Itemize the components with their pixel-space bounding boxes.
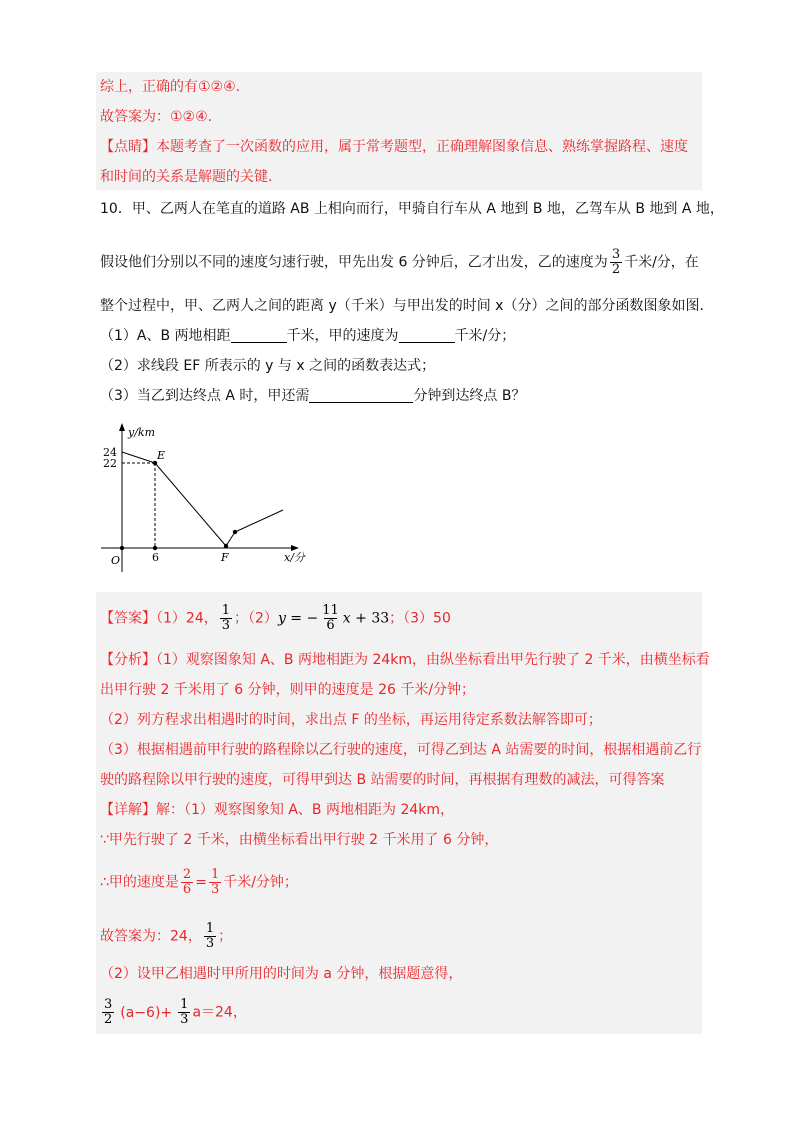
question-1-part-a: （1）A、B 两地相距 — [100, 328, 231, 344]
answer-fraction-1 — [220, 604, 232, 633]
equation-y: y — [277, 610, 286, 627]
fraction-denominator: 2 — [611, 262, 621, 277]
y-tick-22: 22 — [103, 457, 117, 470]
problem-line-1: 10．甲、乙两人在笔直的道路 AB 上相向而行，甲骑自行车从 A 地到 B 地，乙驾车从 B 地到 A 地， — [100, 201, 724, 217]
fraction-numerator: 11 — [322, 603, 339, 618]
problem-line-3: 整个过程中，甲、乙两人之间的距离 y（千米）与甲出发的时间 x（分）之间的部分函数图象如图. — [100, 298, 704, 314]
answer-sep-1: ； — [234, 610, 249, 627]
point-g-dot — [233, 530, 237, 534]
detail-fraction-2 — [209, 868, 221, 897]
fraction-numerator: 3 — [611, 247, 621, 262]
problem-line-2-unit: 千米/分，在 — [624, 254, 699, 271]
fraction-denominator: 6 — [182, 882, 192, 897]
equation-eq: = − — [285, 610, 319, 627]
x-axis-label: x/分 — [284, 551, 305, 564]
equation-x: x — [342, 610, 351, 627]
answer-part-3: （3）50 — [403, 610, 451, 627]
point-f-dot — [224, 544, 228, 548]
question-3-part-a: （3）当乙到达终点 A 时，甲还需 — [100, 388, 310, 404]
answer-label: 【答案】 — [100, 610, 156, 627]
analysis-line-2: 出甲行驶 2 千米用了 6 分钟，则甲的速度是 26 千米/分钟； — [100, 682, 476, 698]
conclusion-line: 综上，正确的有①②④. — [100, 79, 241, 95]
detail-fraction-1 — [181, 868, 193, 897]
answer-part-1: （1）24， — [156, 610, 218, 627]
detail-line-6-end: a＝24， — [192, 1004, 247, 1021]
fraction-denominator: 3 — [205, 936, 215, 951]
fraction-denominator: 6 — [326, 618, 335, 633]
answer-summary — [100, 604, 451, 633]
problem-line-2-text: 假设他们分别以不同的速度匀速行驶，甲先出发 6 分钟后，乙才出发，乙的速度为 — [100, 254, 608, 271]
answer-line: 故答案为：①②④. — [100, 109, 213, 125]
fraction-numerator: 1 — [221, 603, 231, 618]
answer-sep-2: ； — [389, 610, 404, 627]
point-e-label: E — [157, 449, 166, 462]
detail-line-6-mid: (a−6)+ — [120, 1004, 173, 1021]
question-3 — [100, 386, 525, 406]
fraction-denominator: 3 — [221, 618, 231, 633]
segment-f-up — [226, 532, 235, 546]
comment-line-1: 【点睛】本题考查了一次函数的应用，属于常考题型，正确理解图象信息、熟练掌握路程、速度 — [100, 139, 688, 155]
analysis-line-4: （3）根据相遇前甲行驶的路程除以乙行驶的速度，可得乙到达 A 站需要的时间，根据相遇前乙行 — [100, 742, 702, 758]
blank-distance — [231, 328, 287, 343]
fraction-numerator: 1 — [210, 867, 220, 882]
fraction-numerator: 1 — [180, 997, 189, 1012]
detail-fraction-5 — [178, 998, 190, 1027]
speed-fraction — [610, 248, 622, 277]
detail-line-3 — [100, 868, 298, 897]
fraction-numerator: 3 — [104, 997, 113, 1012]
question-1-part-c: 千米/分； — [454, 328, 516, 344]
detail-line-3-text: ∴甲的速度是 — [100, 874, 179, 891]
fraction-numerator: 2 — [182, 867, 192, 882]
segment-ef — [155, 463, 226, 546]
answer-part-2: （2） — [248, 610, 278, 627]
detail-line-3-unit: 千米/分钟； — [223, 874, 298, 891]
segment-after — [235, 510, 283, 532]
point-f-label: F — [221, 551, 229, 564]
blank-minutes — [309, 388, 413, 403]
detail-equals: = — [195, 874, 207, 891]
detail-line-5: （2）设甲乙相遇时甲所用的时间为 a 分钟，根据题意得， — [100, 966, 463, 982]
question-1 — [100, 326, 515, 346]
y-tick-24: 24 — [103, 446, 117, 459]
analysis-line-5: 驶的路程除以甲行驶的速度，可得甲到达 B 站需要的时间，再根据有理数的减法，可得答案 — [100, 772, 665, 788]
y-axis-arrow — [119, 423, 125, 431]
comment-line-2: 和时间的关系是解题的关键. — [100, 169, 273, 185]
equation-const: + 33 — [350, 610, 390, 627]
origin-label: O — [111, 554, 121, 567]
fraction-numerator: 1 — [205, 921, 215, 936]
question-2: （2）求线段 EF 所表示的 y 与 x 之间的函数表达式； — [100, 358, 436, 374]
detail-line-1: 【详解】解：（1）观察图象知 A、B 两地相距为 24km， — [100, 802, 454, 818]
y-axis-label: y/km — [128, 426, 156, 439]
detail-fraction-4 — [102, 998, 114, 1027]
question-1-part-b: 千米，甲的速度为 — [286, 328, 399, 344]
function-graph — [95, 418, 325, 578]
analysis-line-1: 【分析】（1）观察图象知 A、B 两地相距为 24km，由纵坐标看出甲先行驶了 2 千米，由横坐标看 — [100, 652, 710, 668]
analysis-line-3: （2）列方程求出相遇时的时间，求出点 F 的坐标，再运用待定系数法解答即可； — [100, 712, 602, 728]
equation-fraction — [320, 604, 341, 633]
blank-speed — [399, 328, 455, 343]
x-tick-6: 6 — [152, 551, 159, 564]
problem-line-2 — [100, 248, 699, 277]
fraction-denominator: 3 — [210, 882, 220, 897]
detail-line-4-text: 故答案为：24， — [100, 928, 202, 945]
detail-line-4 — [100, 922, 232, 951]
point-origin — [120, 546, 124, 550]
segment-start-e — [122, 452, 155, 463]
fraction-denominator: 3 — [180, 1012, 189, 1027]
detail-line-4-end: ； — [218, 928, 233, 945]
question-3-part-b: 分钟到达终点 B？ — [413, 388, 526, 404]
detail-line-2: ∵甲先行驶了 2 千米，由横坐标看出甲行驶 2 千米用了 6 分钟， — [100, 832, 499, 848]
detail-fraction-3 — [204, 922, 216, 951]
fraction-denominator: 2 — [104, 1012, 113, 1027]
point-6 — [153, 546, 157, 550]
detail-line-6 — [100, 998, 247, 1027]
